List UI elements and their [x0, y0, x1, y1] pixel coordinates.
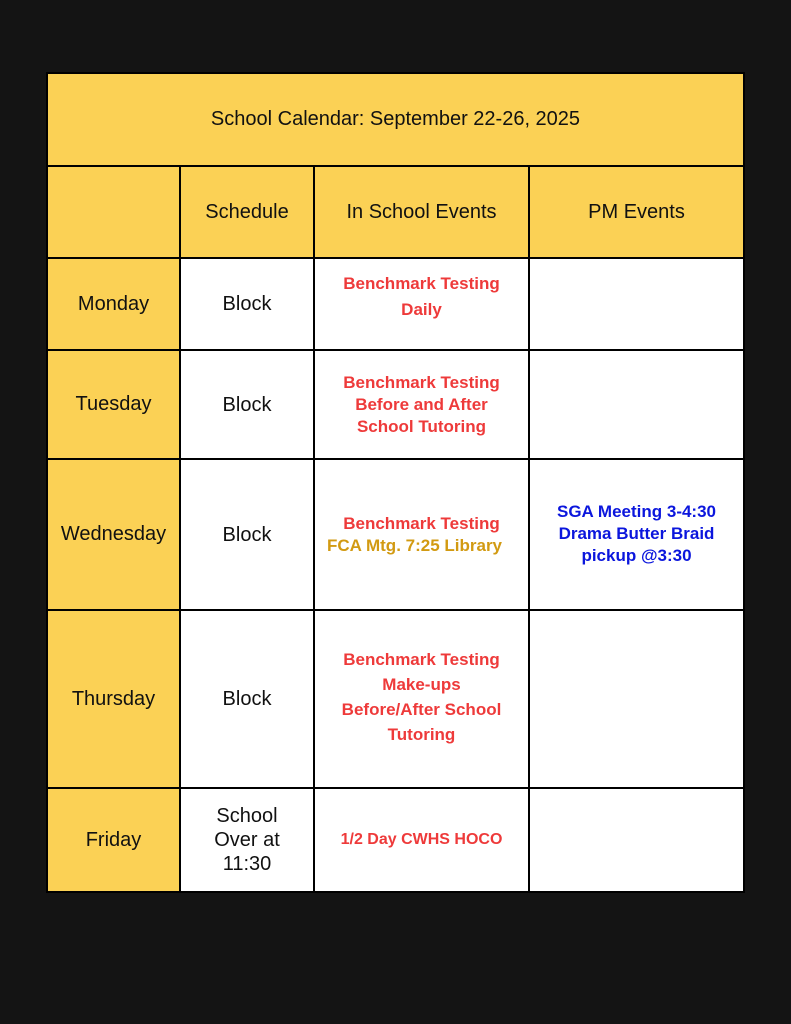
- schedule-monday: Block: [181, 259, 315, 351]
- events-thursday: [315, 611, 530, 789]
- event-text: 1/2 Day CWHS HOCO: [340, 831, 503, 848]
- events-friday: [315, 789, 530, 893]
- calendar-table: [46, 72, 745, 893]
- events-tuesday: [315, 351, 530, 460]
- schedule-thursday: Block: [181, 611, 315, 789]
- pm-wednesday: [530, 460, 745, 611]
- calendar-title: School Calendar: September 22-26, 2025: [48, 74, 745, 167]
- pm-thursday: [530, 611, 745, 789]
- header-in-school-events: In School Events: [315, 167, 530, 259]
- events-wednesday: [315, 460, 530, 611]
- pm-friday: [530, 789, 745, 893]
- pm-event-text: SGA Meeting 3-4:30 Drama Butter Braid pickup @3:30: [556, 501, 717, 565]
- schedule-tuesday: Block: [181, 351, 315, 460]
- header-pm-events: PM Events: [530, 167, 745, 259]
- event-text: Benchmark Testing Before and After School Tutoring: [343, 372, 500, 436]
- event-text-fca: FCA Mtg. 7:25 Library: [326, 535, 503, 555]
- day-friday: Friday: [48, 789, 181, 893]
- pm-tuesday: [530, 351, 745, 460]
- events-monday: [315, 259, 530, 351]
- day-wednesday: Wednesday: [48, 460, 181, 611]
- schedule-wednesday: Block: [181, 460, 315, 611]
- event-text: Benchmark Testing Make-ups Before/After School Tutoring: [341, 650, 502, 744]
- day-monday: Monday: [48, 259, 181, 351]
- schedule-friday: School Over at 11:30: [181, 789, 315, 893]
- day-tuesday: Tuesday: [48, 351, 181, 460]
- event-text: Benchmark Testing: [343, 513, 500, 533]
- header-blank: [48, 167, 181, 259]
- event-text: Benchmark Testing Daily: [343, 274, 500, 319]
- pm-monday: [530, 259, 745, 351]
- day-thursday: Thursday: [48, 611, 181, 789]
- header-schedule: Schedule: [181, 167, 315, 259]
